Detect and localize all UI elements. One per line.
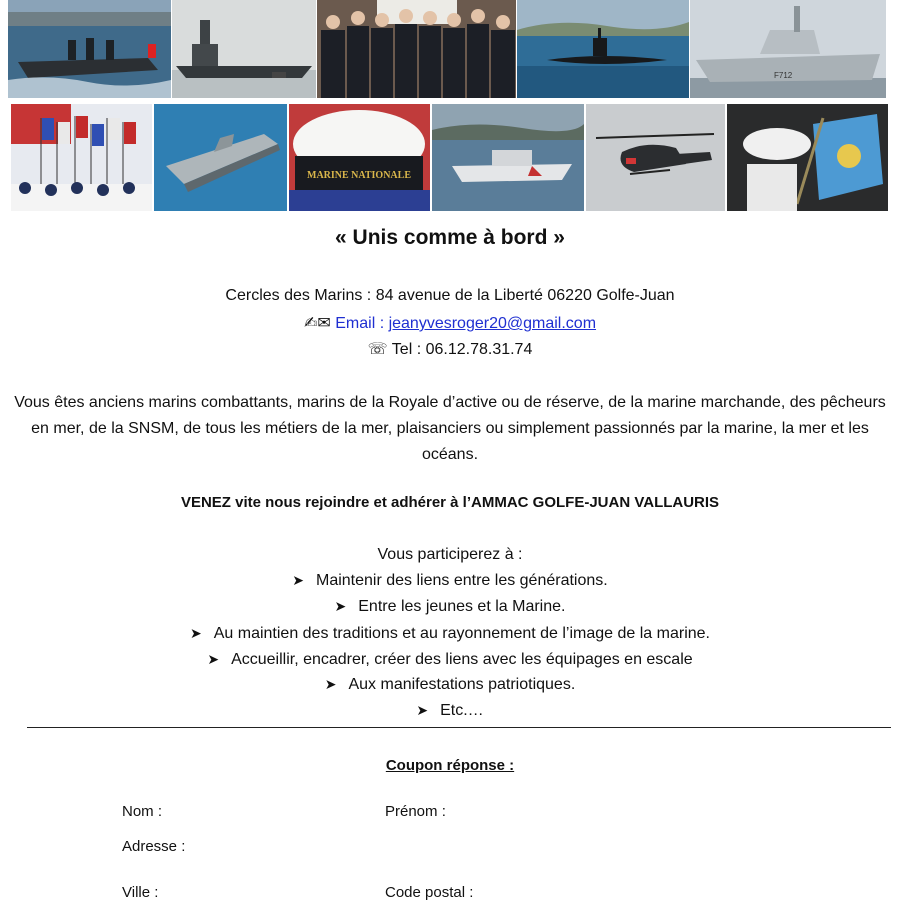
list-item: ➤ Etc.… (416, 702, 484, 719)
frigate-photo (690, 0, 886, 98)
prenom-field-label: Prénom : (385, 803, 446, 820)
coupon-title: Coupon réponse : (385, 757, 515, 774)
nom-field-label: Nom : (122, 803, 163, 820)
arrow-bullet-icon: ➤ (334, 598, 347, 614)
address-line: Cercles des Marins : 84 avenue de la Liberté 06220 Golfe-Juan (225, 287, 675, 304)
list-item: ➤ Maintenir des liens entre les générations. (292, 572, 608, 589)
email-line (0, 313, 900, 333)
arrow-bullet-icon: ➤ (324, 676, 337, 692)
email-link[interactable]: jeanyvesroger20@gmail.com (388, 315, 597, 332)
arrow-bullet-icon: ➤ (207, 651, 220, 667)
list-item: ➤ Entre les jeunes et la Marine. (334, 598, 566, 615)
standard-bearer-photo (727, 104, 888, 211)
adresse-field-label: Adresse : (122, 838, 186, 855)
section-divider (27, 727, 891, 728)
hand-mail-icon: ✍✉ (303, 315, 331, 332)
ville-field-label: Ville : (122, 884, 159, 901)
submarine-photo (517, 0, 689, 98)
phone-line (0, 339, 900, 359)
flags-ceremony-photo (11, 104, 152, 211)
helicopter-carrier-photo (154, 104, 287, 211)
helicopter-photo (586, 104, 725, 211)
arrow-bullet-icon: ➤ (416, 702, 429, 718)
list-item: ➤ Aux manifestations patriotiques. (324, 676, 576, 693)
participation-lead: Vous participerez à : (377, 546, 523, 563)
cap-ribbon-text: MARINE NATIONALE (307, 170, 411, 181)
call-to-action: VENEZ vite nous rejoindre et adhérer à l’AMMAC GOLFE-JUAN VALLAURIS (180, 494, 720, 511)
telephone-icon: ☏ (367, 341, 388, 358)
motto-heading: « Unis comme à bord » (335, 226, 565, 249)
frigate-hull-number: F712 (774, 71, 793, 80)
aircraft-carrier-photo (172, 0, 316, 98)
code-postal-field-label: Code postal : (385, 884, 474, 901)
veterans-group-photo (317, 0, 516, 98)
commando-boat-photo (8, 0, 171, 98)
list-item: ➤ Accueillir, encadrer, créer des liens avec les équipages en escale (207, 651, 693, 668)
arrow-bullet-icon: ➤ (292, 572, 304, 588)
arrow-bullet-icon: ➤ (189, 625, 202, 641)
patrol-boat-photo (432, 104, 584, 211)
phone-number: Tel : 06.12.78.31.74 (391, 341, 533, 358)
intro-paragraph: Vous êtes anciens marins combattants, marins de la Royale d’active ou de réserve, de la marine marchande, des pêcheurs en mer, de la SNSM, de tous les métiers de la mer, plaisanciers ou simplement passionnés par la marine, la mer et les océans. (14, 394, 886, 463)
sailor-cap-photo (289, 104, 430, 211)
email-label: Email : (335, 315, 389, 332)
list-item: ➤ Au maintien des traditions et au rayonnement de l’image de la marine. (189, 625, 710, 642)
